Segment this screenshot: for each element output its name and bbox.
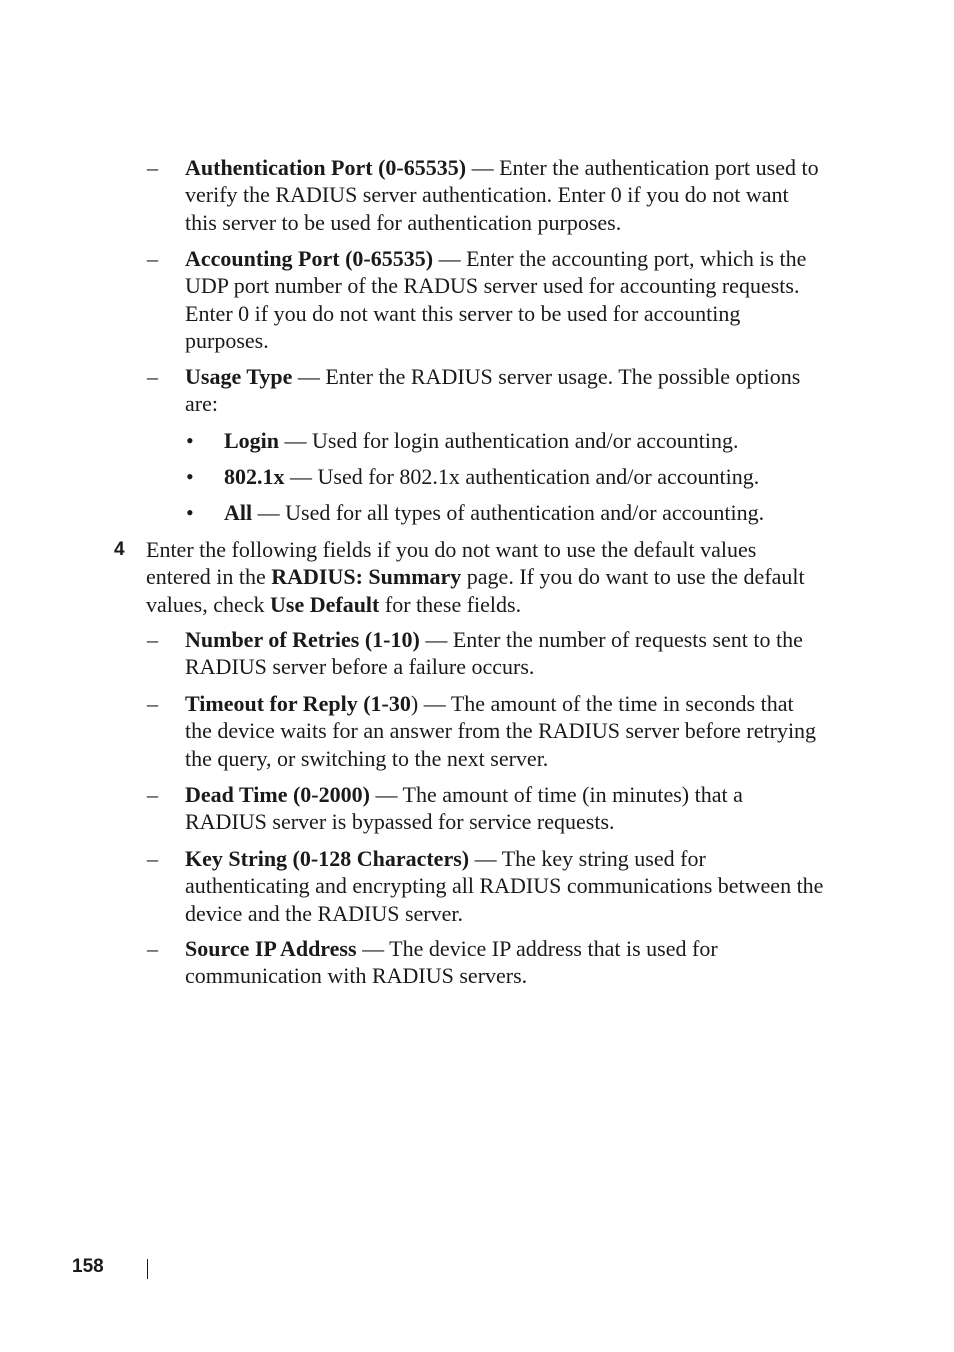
item-text: — Enter the RADIUS server usage. The possible options are: bbox=[185, 364, 801, 417]
item-text: — Enter the number of requests sent to the RADIUS server before a failure occurs. bbox=[185, 627, 803, 680]
login-option-item bbox=[224, 427, 824, 454]
item-text: — The key string used for authenticating and encrypting all RADIUS communications between the device and the RADIUS server. bbox=[185, 846, 824, 926]
item-text: — The amount of time (in minutes) that a RADIUS server is bypassed for service requests. bbox=[185, 782, 743, 835]
step-4 bbox=[114, 536, 826, 618]
item-label: Key String (0-128 Characters) bbox=[185, 846, 470, 871]
item-label: Source IP Address bbox=[185, 936, 357, 961]
number-of-retries-item bbox=[185, 626, 825, 681]
item-text: — Used for 802.1x authentication and/or accounting. bbox=[284, 464, 760, 489]
step-text: for these fields. bbox=[379, 591, 522, 617]
dead-time-item bbox=[185, 781, 825, 836]
item-label: Login bbox=[224, 428, 280, 453]
item-text: — Used for all types of authentication and/or accounting. bbox=[252, 500, 765, 525]
item-text: — The device IP address that is used for communication with RADIUS servers. bbox=[185, 936, 718, 989]
usage-type-item bbox=[185, 363, 825, 418]
key-string-item bbox=[185, 845, 825, 927]
item-label: Accounting Port (0-65535) bbox=[185, 246, 434, 271]
item-label: Dead Time (0-2000) bbox=[185, 782, 370, 807]
item-text: — Used for login authentication and/or accounting. bbox=[279, 428, 739, 453]
step-text: page. If you do want to use the default values, check bbox=[146, 564, 805, 617]
item-label: 802.1x bbox=[224, 464, 285, 489]
footer-divider bbox=[147, 1259, 148, 1279]
source-ip-address-item bbox=[185, 935, 825, 990]
dot1x-option-item bbox=[224, 463, 824, 490]
accounting-port-item bbox=[185, 245, 825, 354]
item-text: ) — The amount of the time in seconds that the device waits for an answer from the RADIUS server before retrying the query, or switching to the next server. bbox=[185, 691, 817, 771]
step-text: Enter the following fields if you do not want to use the default values entered in the bbox=[146, 537, 757, 590]
step-number: 4 bbox=[114, 539, 125, 560]
item-label: Timeout for Reply (1-30 bbox=[185, 691, 411, 716]
item-label: Number of Retries (1-10) bbox=[185, 627, 420, 652]
item-label: Authentication Port (0-65535) bbox=[185, 155, 467, 180]
ui-reference: Use Default bbox=[270, 591, 380, 617]
page-number: 158 bbox=[72, 1256, 104, 1277]
all-option-item bbox=[224, 499, 824, 526]
item-text: — Enter the authentication port used to verify the RADIUS server authentication. Enter 0 if you do not want this server to be used for authentication purposes. bbox=[185, 155, 819, 235]
item-label: Usage Type bbox=[185, 364, 293, 389]
timeout-for-reply-item bbox=[185, 690, 825, 772]
item-label: All bbox=[224, 500, 253, 525]
ui-reference: RADIUS: Summary bbox=[271, 564, 462, 590]
authentication-port-item bbox=[185, 154, 825, 236]
item-text: — Enter the accounting port, which is the UDP port number of the RADUS server used for accounting requests. Enter 0 if you do not want this server to be used for accounting purposes. bbox=[185, 246, 807, 353]
